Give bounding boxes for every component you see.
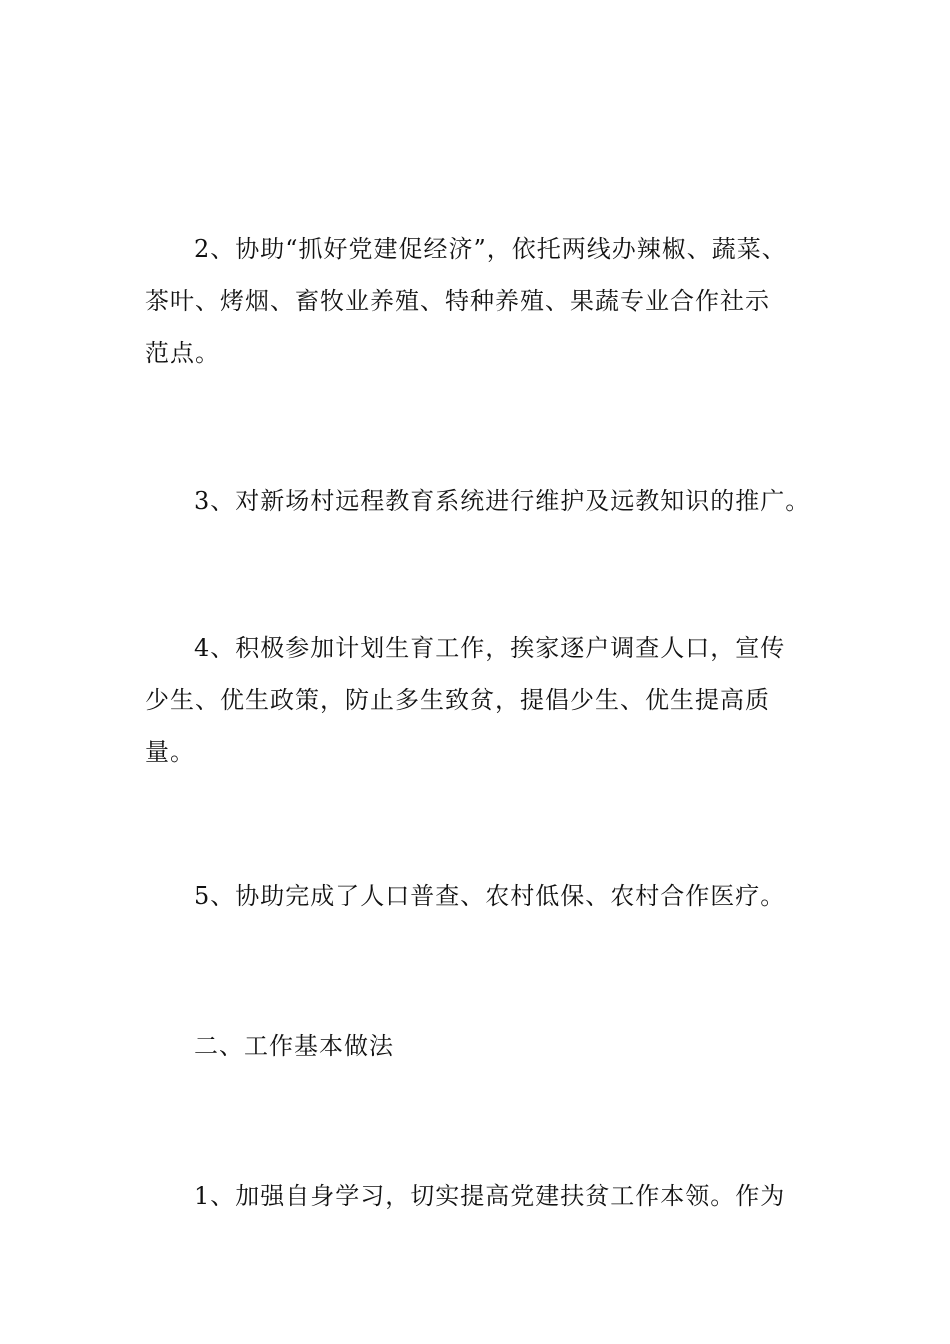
paragraph-line: 范点。	[145, 339, 220, 367]
paragraph-2-coordinate-party-building	[145, 223, 835, 379]
paragraph-line: 3、对新场村远程教育系统进行维护及远教知识的推广。	[194, 487, 811, 515]
paragraph-line: 4、积极参加计划生育工作，挨家逐户调查人口，宣传	[194, 634, 786, 662]
heading-line: 二、工作基本做法	[194, 1032, 394, 1060]
section-heading-work-methods	[145, 1020, 835, 1072]
paragraph-line: 5、协助完成了人口普查、农村低保、农村合作医疗。	[194, 882, 786, 910]
paragraph-3-remote-education	[145, 475, 835, 527]
paragraph-line: 1、加强自身学习，切实提高党建扶贫工作本领。作为	[194, 1182, 786, 1210]
paragraph-1-self-study	[145, 1170, 835, 1222]
paragraph-line: 2、协助“抓好党建促经济”，依托两线办辣椒、蔬菜、	[194, 235, 787, 263]
paragraph-5-census-assistance	[145, 870, 835, 922]
paragraph-4-family-planning	[145, 622, 835, 778]
paragraph-line: 少生、优生政策，防止多生致贫，提倡少生、优生提高质	[145, 686, 770, 714]
paragraph-line: 量。	[145, 738, 195, 766]
paragraph-line: 茶叶、烤烟、畜牧业养殖、特种养殖、果蔬专业合作社示	[145, 287, 770, 315]
